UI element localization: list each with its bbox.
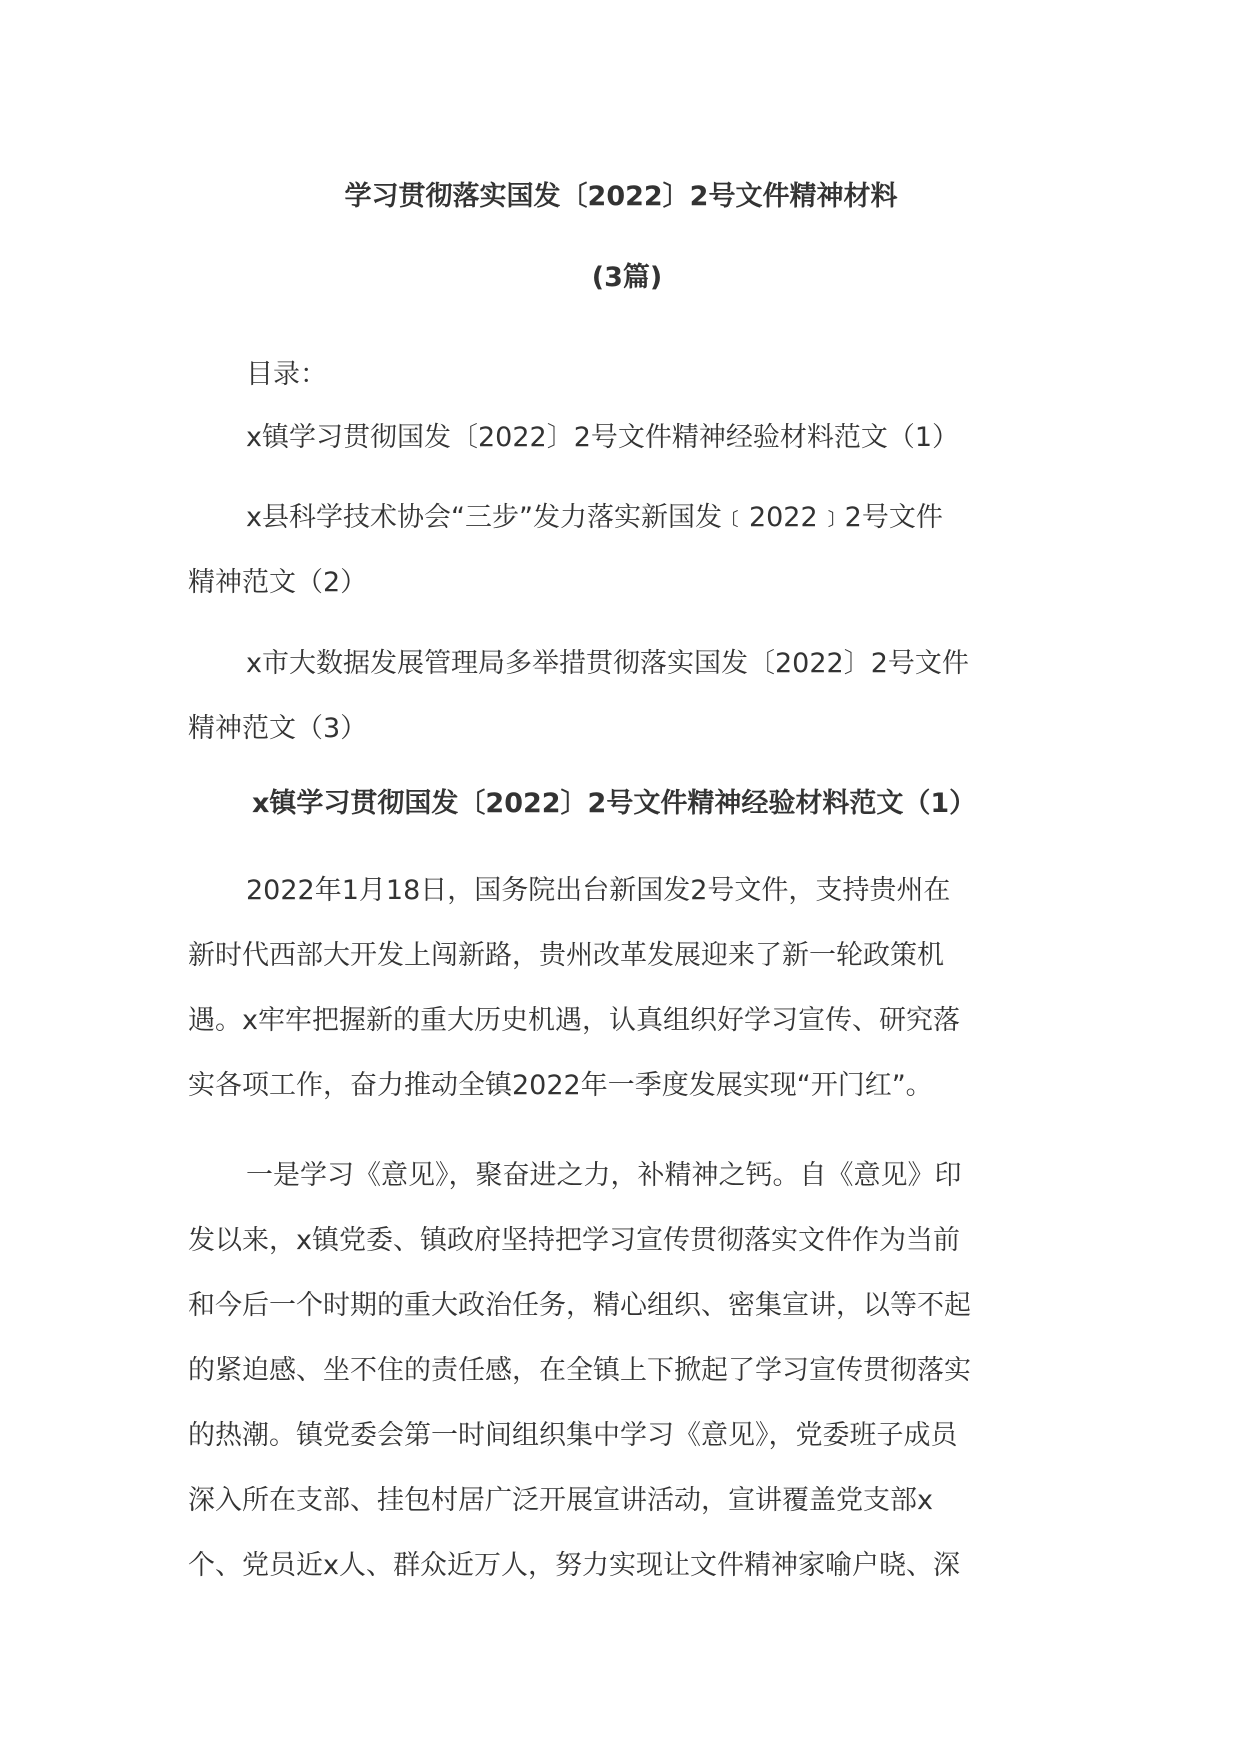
section-title: x镇学习贯彻国发〔2022〕2号文件精神经验材料范文（1）: [252, 788, 977, 819]
paragraph-line: 实各项工作，奋力推动全镇2022年一季度发展实现“开门红”。: [188, 1070, 933, 1101]
document-page: [188, 0, 1054, 1754]
toc-label: 目录：: [246, 359, 327, 390]
toc-item-line: x市大数据发展管理局多举措贯彻落实国发〔2022〕2号文件: [246, 648, 969, 679]
toc-item-2: [188, 485, 1054, 615]
toc-item-1: [188, 405, 1054, 470]
document-subtitle: (3篇): [591, 262, 663, 293]
paragraph-line: 的热潮。镇党委会第一时间组织集中学习《意见》，党委班子成员: [188, 1420, 958, 1451]
paragraph-line: 的紧迫感、坐不住的责任感，在全镇上下掀起了学习宣传贯彻落实: [188, 1355, 971, 1386]
paragraph-line: 深入所在支部、挂包村居广泛开展宣讲活动，宣讲覆盖党支部x: [188, 1485, 933, 1516]
paragraph-line: 新时代西部大开发上闯新路，贵州改革发展迎来了新一轮政策机: [188, 940, 944, 971]
paragraph-line: 一是学习《意见》，聚奋进之力，补精神之钙。自《意见》印: [246, 1160, 962, 1191]
document-title: 学习贯彻落实国发〔2022〕2号文件精神材料: [344, 181, 898, 212]
paragraph-1: [188, 858, 1054, 1118]
toc-item-line: x县科学技术协会“三步”发力落实新国发﹝2022﹞2号文件: [246, 502, 943, 533]
toc-item-line: x镇学习贯彻国发〔2022〕2号文件精神经验材料范文（1）: [246, 422, 960, 453]
paragraph-2: [188, 1143, 1054, 1598]
paragraph-line: 个、党员近x人、群众近万人，努力实现让文件精神家喻户晓、深: [188, 1550, 960, 1581]
paragraph-line: 和今后一个时期的重大政治任务，精心组织、密集宣讲，以等不起: [188, 1290, 971, 1321]
paragraph-line: 遇。x牢牢把握新的重大历史机遇，认真组织好学习宣传、研究落: [188, 1005, 960, 1036]
paragraph-line: 发以来，x镇党委、镇政府坚持把学习宣传贯彻落实文件作为当前: [188, 1225, 960, 1256]
toc-item-line: 精神范文（3）: [188, 713, 368, 744]
toc-item-3: [188, 631, 1054, 761]
paragraph-line: 2022年1月18日，国务院出台新国发2号文件，支持贵州在: [246, 875, 951, 906]
toc-item-line: 精神范文（2）: [188, 567, 368, 598]
